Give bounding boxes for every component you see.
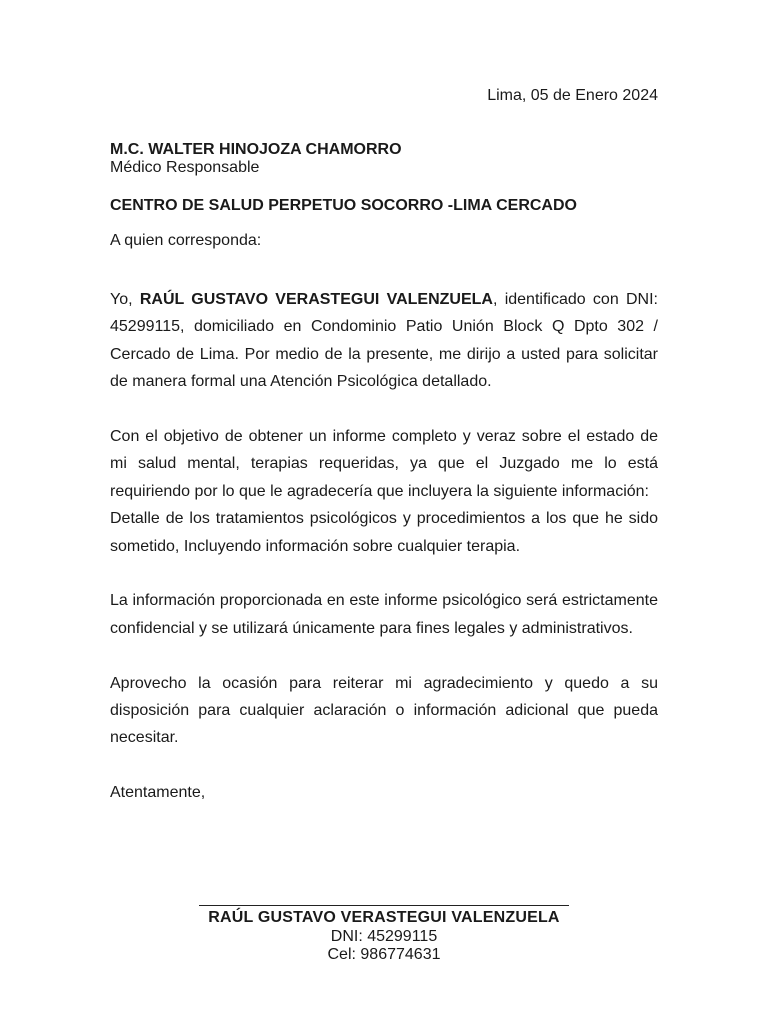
letter-body [110,286,658,807]
intro-prefix: Yo, [110,291,140,308]
closing: Atentamente, [110,784,206,802]
signature-line [199,905,569,906]
paragraph-details: Detalle de los tratamientos psicológicos y procedimientos a los que he sido sometido, Incluyendo información sobre cualquier terapia. [110,510,658,555]
paragraph-objective: Con el objetivo de obtener un informe completo y veraz sobre el estado de mi salud mental, terapias requeridas, ya que el Juzgado me lo está requiriendo por lo que le agradecería que incluyera la siguiente información: [110,428,658,500]
paragraph-thanks: Aprovecho la ocasión para reiterar mi agradecimiento y quedo a su disposición para cualquier aclaración o información adicional que pueda necesitar. [110,674,658,747]
paragraph-introduction [110,286,658,396]
greeting: A quien corresponda: [110,232,262,249]
recipient-role: Médico Responsable [110,159,260,176]
paragraph-confidentiality: La información proporcionada en este informe psicológico será estrictamente confidencial y se utilizará únicamente para fines legales y administrativos. [110,592,658,637]
letter-date: Lima, 05 de Enero 2024 [487,87,658,104]
signature-phone: Cel: 986774631 [327,946,441,963]
institution-name: CENTRO DE SALUD PERPETUO SOCORRO -LIMA CERCADO [110,197,577,214]
signature-name: RAÚL GUSTAVO VERASTEGUI VALENZUELA [208,909,560,926]
recipient-block [110,141,658,177]
intro-rest: , identificado con DNI: 45299115, domiciliado en Condominio Patio Unión Block Q Dpto 302 / Cercado de Lima. Por medio de la presente, me dirijo a usted para solicitar de manera formal una Atención Psicológica detallado. [110,291,659,391]
signature-dni: DNI: 45299115 [330,927,438,945]
recipient-name: M.C. WALTER HINOJOZA CHAMORRO [110,141,402,158]
sender-name-inline: RAÚL GUSTAVO VERASTEGUI VALENZUELA [139,291,493,308]
signature-block [0,905,768,965]
